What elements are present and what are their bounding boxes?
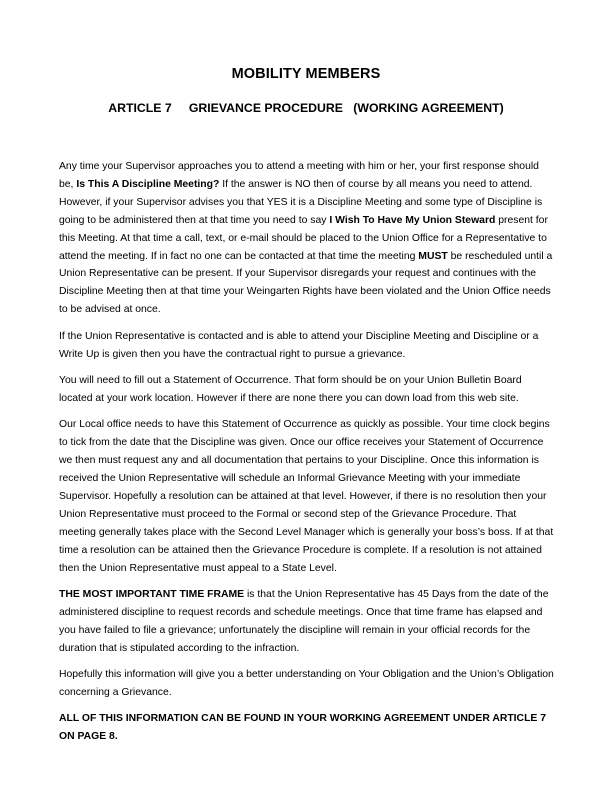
paragraph-grievance-right: If the Union Representative is contacted and is able to attend your Discipline Meeting and Discipline or a Write Up is given then you have the contractual right to pursue a grievance.	[59, 330, 539, 360]
paragraph-discipline-meeting	[59, 158, 555, 319]
document-body	[59, 158, 555, 755]
paragraph-reference	[59, 710, 555, 746]
paragraph-grievance-steps: Our Local office needs to have this Statement of Occurrence as quickly as possible. Your time clock begins to tick from the date that the Discipline was given. Once our office receives your Statement of Occurrence we then must request any and all documentation that pertains to your Discipline. Once this information is received the Union Representative will schedule an Informal Grievance Meeting with your immediate Supervisor. Hopefully a resolution can be attained at that level. However, if there is no resolution then your Union Representative must proceed to the Formal or second step of the Grievance Procedure. That meeting generally takes place with the Second Level Manager which is generally your boss’s boss. If at that time a resolution can be attained then the Grievance Procedure is complete. If a resolution is not attained then the Union Representative must appeal to a State Level.	[59, 419, 554, 574]
page-title: MOBILITY MEMBERS	[231, 66, 381, 82]
bold-reference: ALL OF THIS INFORMATION CAN BE FOUND IN YOUR WORKING AGREEMENT UNDER ARTICLE 7 ON PAGE 8.	[59, 713, 547, 743]
page-subtitle: ARTICLE 7 GRIEVANCE PROCEDURE (WORKING AGREEMENT)	[108, 101, 504, 115]
text-run: be rescheduled until a Union Representative can be present. If your Supervisor disregards your request and continues with the Discipline Meeting then at that time your Weingarten Rights have been violated and the Union Office needs to be advised at once.	[59, 250, 553, 316]
bold-union-steward: I Wish To Have My Union Steward	[329, 214, 496, 226]
text-run: is that the Union Representative has 45 Days from the date of the administered discipline to request records and schedule meetings. Once that time frame has elapsed and you have failed to file a grievance; unfortunately the discipline will remain in your official records for the duration that is stipulated according to the infraction.	[59, 588, 549, 654]
text-run: present for this Meeting. At that time a call, text, or e-mail should be placed to the Union Office for a Representative to attend the meeting. If in fact no one can be contacted at that time the meeting	[59, 214, 548, 262]
text-run: If the answer is NO then of course by all means you need to attend. However, if your Supervisor advises you that YES it is a Discipline Meeting and some type of Discipline is going to be administered then at that time you need to say	[59, 178, 543, 226]
text-run: Any time your Supervisor approaches you to attend a meeting with him or her, your first response should be,	[59, 161, 539, 190]
paragraph-obligation: Hopefully this information will give you a better understanding on Your Obligation and the Union’s Obligation concerning a Grievance.	[59, 669, 554, 698]
paragraph-time-frame	[59, 586, 555, 658]
bold-question: Is This A Discipline Meeting?	[76, 178, 220, 190]
bold-must: MUST	[418, 250, 448, 262]
bold-time-frame: THE MOST IMPORTANT TIME FRAME	[59, 588, 245, 600]
paragraph-statement-of-occurrence: You will need to fill out a Statement of Occurrence. That form should be on your Union Bulletin Board located at your work location. However if there are none there you can down load from this web site.	[59, 374, 522, 404]
